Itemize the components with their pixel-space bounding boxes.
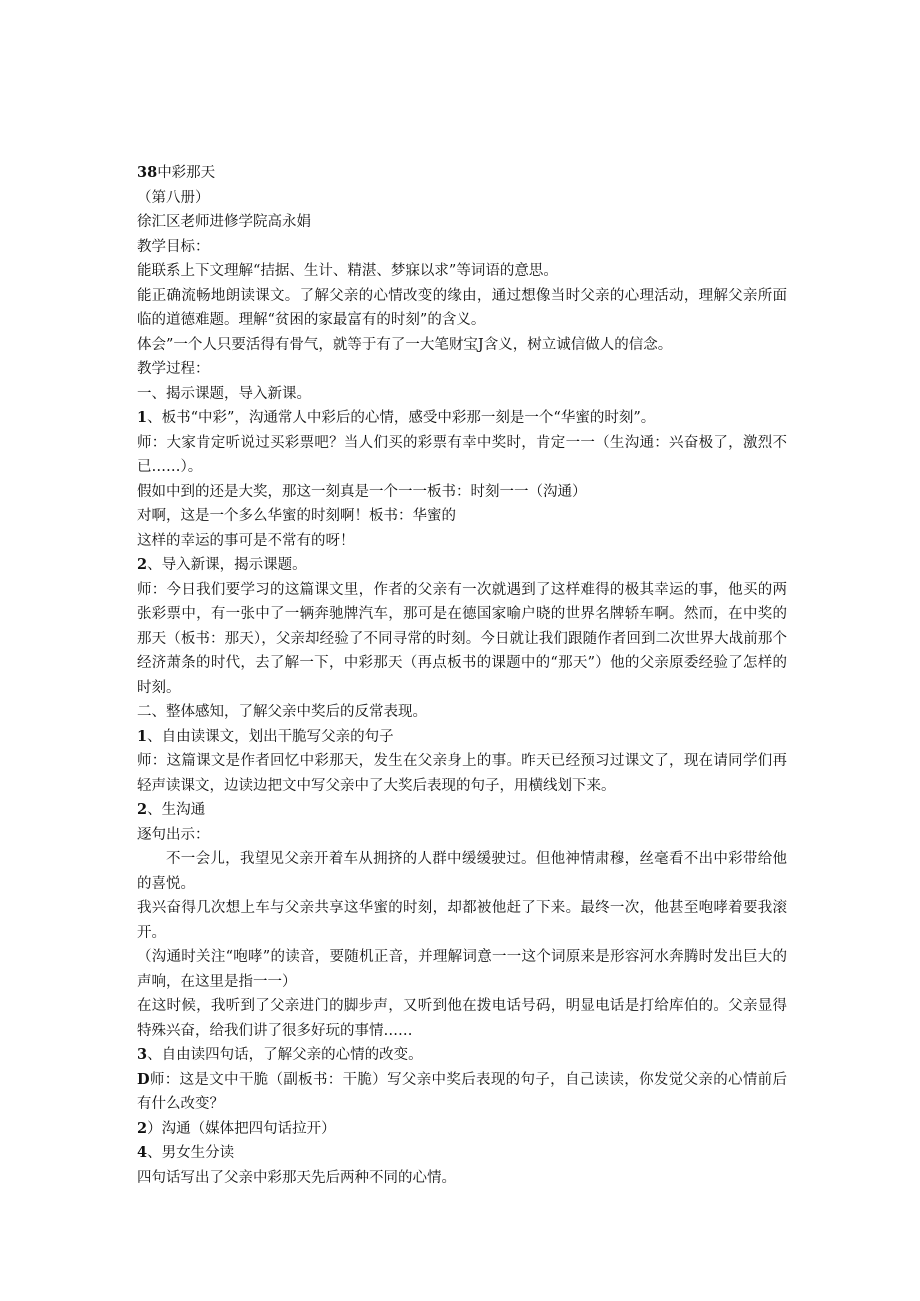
paragraph: 对啊，这是一个多么华蜜的时刻啊！板书：华蜜的: [137, 508, 456, 524]
document-page: [137, 161, 787, 1190]
paragraph: 师：今日我们要学习的这篇课文里，作者的父亲有一次就遇到了这样难得的极其幸运的事，他买的两张彩票中，有一张中了一辆奔驰牌汽车，那可是在德国家喻户晓的世界名牌轿车啊。然而，在中奖的那天（板书：那天），父亲却经验了不同寻常的时刻。今日就让我们跟随作者回到二次世界大战前那个经济萧条的时代，去了解一下，中彩那天（再点板书的课题中的“那天”）他的父亲原委经验了怎样的时刻。: [137, 581, 787, 696]
step-number: 4: [137, 1144, 148, 1161]
paragraph: 逐句出示：: [137, 826, 210, 843]
sub-step-d: [137, 1068, 787, 1117]
step-number: 1: [137, 409, 148, 426]
goal-item-1: 能联系上下文理解“拮据、生计、精湛、梦寐以求”等词语的意思。: [137, 263, 558, 279]
paragraph: 这样的幸运的事可是不常有的呀！: [137, 532, 355, 549]
goal-item-3: 体会”一个人只要活得有骨气，就等于有了一大笔财宝J含义，树立诚信做人的信念。: [137, 336, 673, 353]
step-number: 2: [137, 556, 148, 573]
step-text: 、板书“中彩”，沟通常人中彩后的心情，感受中彩那一刻是一个“华蜜的时刻”。: [147, 410, 656, 426]
step-text: 、自由读四句话，了解父亲的心情的改变。: [147, 1047, 423, 1063]
document-title: [137, 161, 787, 186]
step-2-4: [137, 1141, 787, 1166]
step-number: 3: [137, 1046, 148, 1063]
step-number: 1: [137, 727, 148, 745]
quote-sentence: 不一会儿，我望见父亲开着车从拥挤的人群中缓缓驶过。但他神情肃穆，丝毫看不出中彩带给他的喜悦。: [137, 851, 787, 892]
paragraph: 假如中到的还是大奖，那这一刻真是一个一一板书：时刻一一（沟通）: [137, 483, 587, 500]
goal-item-2: 能正确流畅地朗读课文。了解父亲的心情改变的缘由，通过想像当时父亲的心理活动，理解父亲所面临的道德难题。理解“贫困的家最富有的时刻”的含义。: [137, 287, 787, 328]
goals-heading: 教学目标：: [137, 238, 210, 255]
volume-line: （第八册）: [137, 189, 210, 206]
quote-note: （沟通时关注“咆哮”的读音，要随机正音，并理解词意一一这个词原来是形容河水奔腾时发出巨大的声响，在这里是指一一）: [137, 949, 787, 990]
paragraph: 四句话写出了父亲中彩那天先后两种不同的心情。: [137, 1169, 456, 1186]
sub-step-text: ）沟通（媒体把四句话拉开）: [147, 1120, 336, 1137]
section-2-heading: 二、整体感知，了解父亲中奖后的反常表现。: [137, 704, 427, 720]
title-number: 38: [137, 164, 158, 181]
quote-sentence: 我兴奋得几次想上车与父亲共享这华蜜的时刻，却都被他赶了下来。最终一次，他甚至咆哮着要我滚开。: [137, 900, 787, 941]
step-text: 、导入新课，揭示课题。: [147, 557, 307, 573]
paragraph: 师：这篇课文是作者回忆中彩那天，发生在父亲身上的事。昨天已经预习过课文了，现在请同学们再轻声读课文，边读边把文中写父亲中了大奖后表现的句子，用横线划下来。: [137, 753, 787, 794]
step-text: 、生沟通: [147, 802, 206, 818]
process-heading: 教学过程：: [137, 361, 210, 377]
sub-step-2: [137, 1117, 787, 1142]
sub-step-marker: D: [137, 1070, 150, 1088]
sub-step-number: 2: [137, 1119, 148, 1137]
sub-step-text: 师：这是文中干脆（副板书：干脆）写父亲中奖后表现的句子，自己读读，你发觉父亲的心情前后有什么改变？: [137, 1071, 787, 1112]
title-text: 中彩那天: [157, 165, 216, 181]
step-2-2: [137, 798, 787, 823]
section-1-heading: 一、揭示课题，导入新课。: [137, 385, 311, 402]
step-1-2: [137, 553, 787, 578]
paragraph: 师：大家肯定听说过买彩票吧？当人们买的彩票有幸中奖时，肯定一一（生沟通：兴奋极了，激烈不已……）。: [137, 434, 787, 475]
step-2-3: [137, 1043, 787, 1068]
step-text: 、自由读课文，划出干脆写父亲的句子: [147, 728, 394, 745]
step-1-1: [137, 406, 787, 431]
step-number: 2: [137, 801, 148, 818]
quote-sentence: 在这时候，我听到了父亲进门的脚步声，又听到他在拨电话号码，明显电话是打给库伯的。父亲显得特殊兴奋，给我们讲了很多好玩的事情……: [137, 998, 787, 1039]
author-line: 徐汇区老师进修学院高永娟: [137, 214, 311, 230]
step-2-1: [137, 725, 787, 750]
step-text: 、男女生分读: [147, 1145, 235, 1161]
